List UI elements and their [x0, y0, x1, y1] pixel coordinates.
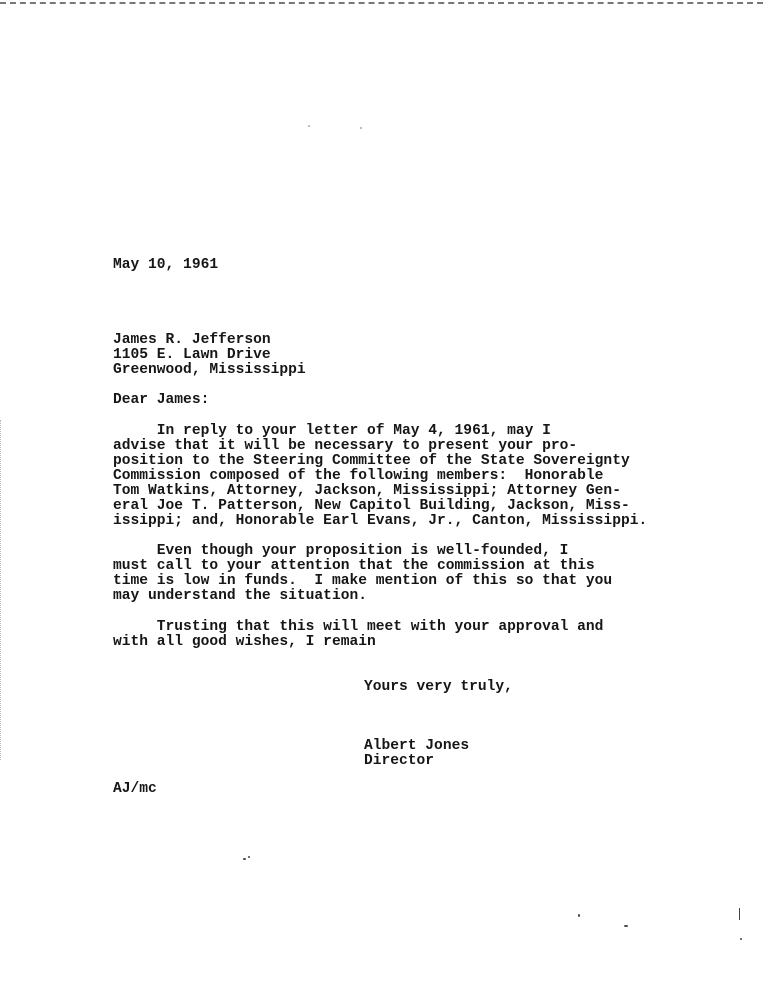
salutation: Dear James: — [113, 392, 210, 408]
paragraph-1-line: issippi; and, Honorable Earl Evans, Jr., Canton, Mississippi. — [113, 513, 648, 529]
scan-speck — [243, 858, 246, 860]
scan-speck — [739, 908, 740, 920]
paragraph-1-line: eral Joe T. Patterson, New Capitol Building, Jackson, Miss- — [113, 498, 630, 514]
reference-initials: AJ/mc — [113, 781, 157, 797]
page-top-edge — [0, 2, 763, 4]
scan-speck — [740, 938, 742, 940]
recipient-street: 1105 E. Lawn Drive — [113, 347, 271, 363]
signer-name: Albert Jones — [364, 738, 470, 754]
paragraph-2-line: must call to your attention that the commission at this — [113, 558, 595, 574]
paragraph-1-line: Tom Watkins, Attorney, Jackson, Mississippi; Attorney Gen- — [113, 483, 621, 499]
paragraph-3-line: with all good wishes, I remain — [113, 634, 376, 650]
scan-speck — [624, 925, 628, 927]
scan-speck — [308, 125, 310, 127]
scan-speck — [248, 856, 250, 858]
paragraph-3-line: Trusting that this will meet with your approval and — [113, 619, 604, 635]
paragraph-1-line: In reply to your letter of May 4, 1961, may I — [113, 423, 551, 439]
recipient-city: Greenwood, Mississippi — [113, 362, 306, 378]
letter-date: May 10, 1961 — [113, 257, 219, 273]
scan-speck — [578, 914, 580, 917]
signer-title: Director — [364, 753, 435, 769]
paragraph-1-line: advise that it will be necessary to present your pro- — [113, 438, 578, 454]
paragraph-1-line: position to the Steering Committee of the State Sovereignty — [113, 453, 630, 469]
closing: Yours very truly, — [364, 679, 513, 695]
paragraph-2-line: may understand the situation. — [113, 588, 367, 604]
page-left-edge — [0, 420, 1, 760]
paragraph-1-line: Commission composed of the following members: Honorable — [113, 468, 604, 484]
recipient-name: James R. Jefferson — [113, 332, 271, 348]
paragraph-2-line: time is low in funds. I make mention of this so that you — [113, 573, 613, 589]
paragraph-2-line: Even though your proposition is well-founded, I — [113, 543, 569, 559]
scan-speck — [360, 127, 362, 129]
